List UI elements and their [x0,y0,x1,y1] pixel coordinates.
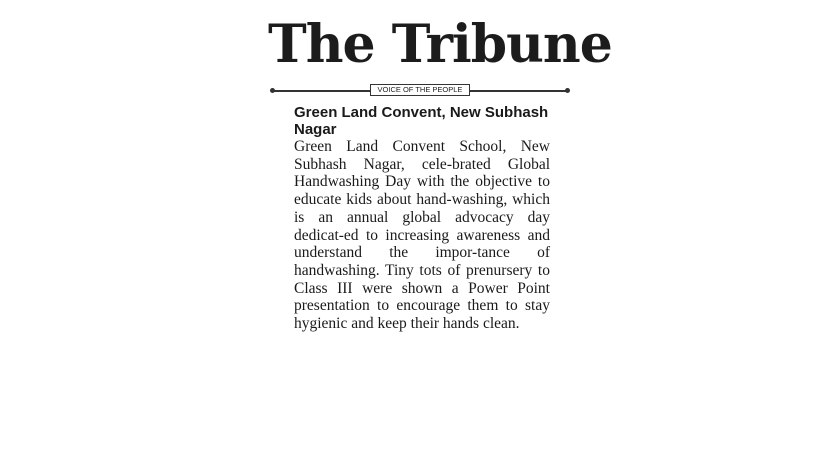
divider-line [470,90,568,92]
news-article [294,104,550,333]
tagline: VOICE OF THE PEOPLE [370,84,470,96]
divider-dot [565,88,570,93]
tagline-bar [272,84,568,98]
article-headline: Green Land Convent, New Subhash Nagar [294,104,549,138]
masthead [268,14,612,76]
article-body: Green Land Convent School, New Subhash Nagar, cele-brated Global Handwashing Day with the objective to educate kids about hand-washing, which is an annual global advocacy day dedicat-ed to increasing awareness and understand the impor-tance of handwashing. Tiny tots of prenursery to Class III were shown a Power Point presentation to encourage them to stay hygienic and keep their hands clean. [294,138,550,333]
newspaper-logo: The Tribune [268,14,612,75]
divider-line [272,90,370,92]
